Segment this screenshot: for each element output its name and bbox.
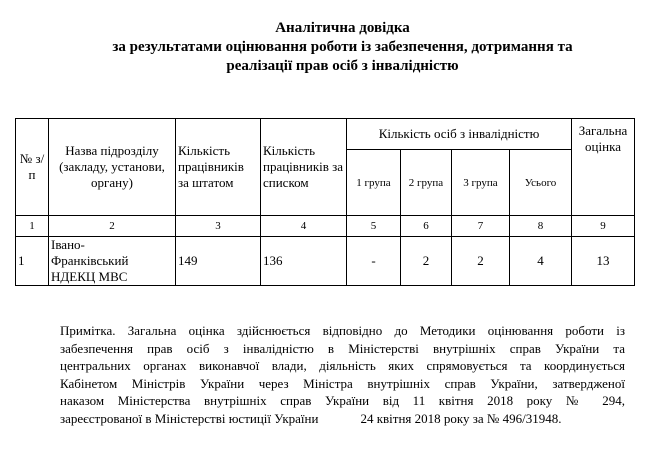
row-name-line: Франківський <box>51 253 129 268</box>
table-header-row <box>16 119 635 150</box>
footnote <box>60 322 625 427</box>
row-total: 4 <box>510 237 572 286</box>
header-staff-plan: Кількість працівників за штатом <box>176 119 261 216</box>
column-number-row <box>16 216 635 237</box>
column-number: 3 <box>176 216 261 237</box>
row-staff-plan: 149 <box>176 237 261 286</box>
footnote-line: наказом Міністерства внутрішніх справ України від 11 квітня 2018 року № 294, <box>60 393 625 408</box>
footnote-line: центральних органах виконавчої влади, діяльність яких спрямовується та координується <box>60 358 625 373</box>
row-name-line: НДЕКЦ МВС <box>51 269 128 284</box>
header-group-1: 1 група <box>347 150 401 216</box>
row-group-3: 2 <box>452 237 510 286</box>
column-number: 5 <box>347 216 401 237</box>
document-subtitle-line-1: за результатами оцінювання роботи із забезпечення, дотримання та <box>112 39 573 55</box>
column-number: 8 <box>510 216 572 237</box>
row-group-1: - <box>347 237 401 286</box>
header-overall: Загальна оцінка <box>572 119 635 216</box>
header-total: Усього <box>510 150 572 216</box>
footnote-line <box>60 410 625 428</box>
footnote-line: забезпечення прав осіб з інвалідністю в Міністерстві внутрішніх справ України та <box>60 340 625 356</box>
document-subtitle-line-2: реалізації прав осіб з інвалідністю <box>226 58 459 74</box>
column-number: 2 <box>49 216 176 237</box>
footnote-registration-date: 24 квітня 2018 року за № 496/31948. <box>360 410 562 426</box>
document-title: Аналітична довідка <box>275 20 410 36</box>
table-row <box>16 237 635 286</box>
footnote-registration: зареєстрованої в Міністерстві юстиції України <box>60 410 319 426</box>
header-name: Назва підрозділу (закладу, установи, органу) <box>49 119 176 216</box>
assessment-table <box>15 118 635 286</box>
column-number: 6 <box>401 216 452 237</box>
row-staff-list: 136 <box>261 237 347 286</box>
row-name-line: Івано- <box>51 237 85 252</box>
footnote-line: Кабінетом Міністрів України через Міністра внутрішніх справ України, затвердженої <box>60 375 625 391</box>
footnote-line: Примітка. Загальна оцінка здійснюється відповідно до Методики оцінювання роботи із <box>60 323 625 338</box>
header-disabled-group: Кількість осіб з інвалідністю <box>347 119 572 150</box>
column-number: 7 <box>452 216 510 237</box>
row-num: 1 <box>16 237 49 286</box>
row-group-2: 2 <box>401 237 452 286</box>
row-overall: 13 <box>572 237 635 286</box>
row-name <box>49 237 176 286</box>
header-group-2: 2 група <box>401 150 452 216</box>
header-group-3: 3 група <box>452 150 510 216</box>
column-number: 9 <box>572 216 635 237</box>
column-number: 1 <box>16 216 49 237</box>
header-staff-list: Кількість працівників за списком <box>261 119 347 216</box>
header-num: № з/п <box>16 119 49 216</box>
column-number: 4 <box>261 216 347 237</box>
